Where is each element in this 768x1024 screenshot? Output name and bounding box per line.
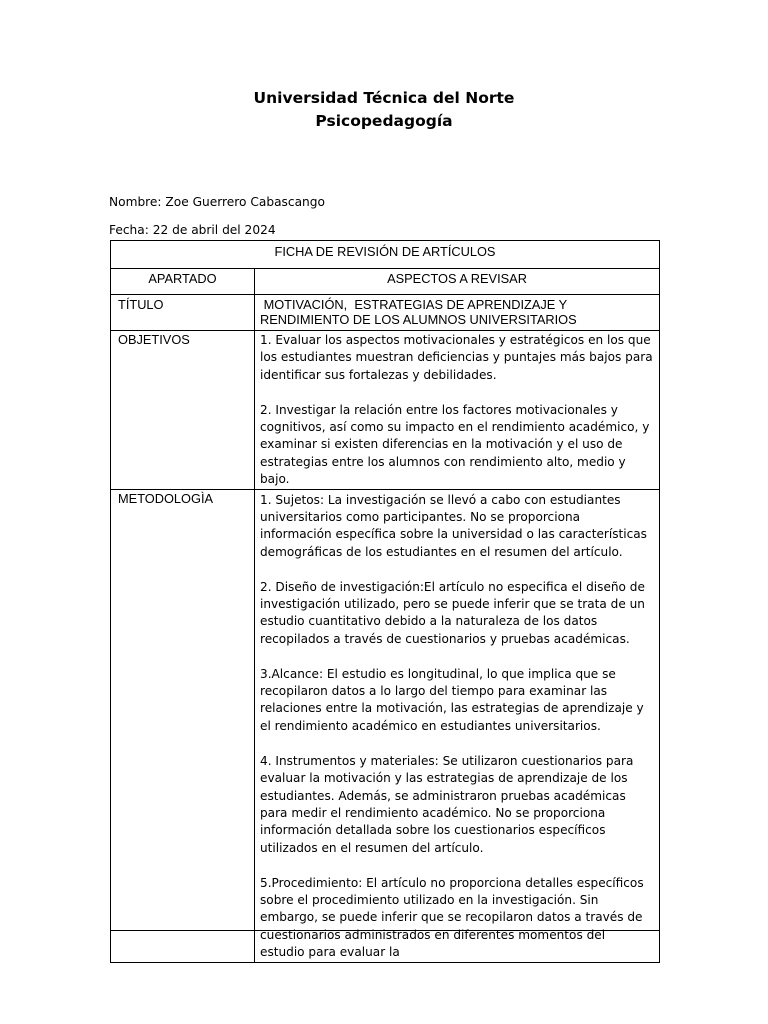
method-diseno: 2. Diseño de investigación:El artículo no especifica el diseño de investigación utilizado, pero se puede inferir que se trata de un estudio cuantitativo debido a la naturaleza de los datos recopilados a través de cuestionarios y pruebas académicas.	[260, 579, 645, 646]
method-procedimiento: 5.Procedimiento: El artículo no proporciona detalles específicos sobre el procedimiento utilizado en la investigación. Sin embargo, se puede inferir que se recopilaron datos a través de cuestionarios administrados en diferentes momentos del estudio para evaluar la	[260, 875, 644, 960]
article-title: MOTIVACIÓN, ESTRATEGIAS DE APRENDIZAJE Y RENDIMIENTO DE LOS ALUMNOS UNIVERSITARIOS	[255, 295, 660, 331]
method-sujetos: 1. Sujetos: La investigación se llevó a cabo con estudiantes universitarios como participantes. No se proporciona información específica sobre la universidad o las características demográficas de los estudiantes en el resumen del artículo.	[260, 492, 647, 559]
review-table	[110, 240, 660, 963]
table-row	[111, 331, 660, 490]
objective-2: 2. Investigar la relación entre los factores motivacionales y cognitivos, así como su impacto en el rendimiento académico, y examinar si existen diferencias en la motivación y el uso de estrategias entre los alumnos con rendimiento alto, medio y bajo.	[260, 402, 650, 487]
col-header-apartado: APARTADO	[111, 269, 255, 295]
method-instrumentos: 4. Instrumentos y materiales: Se utilizaron cuestionarios para evaluar la motivación y las estrategias de aprendizaje de los estudiantes. Además, se administraron pruebas académicas para medir el rendimiento académico. No se proporciona información detallada sobre los cuestionarios específicos utilizados en el resumen del artículo.	[260, 753, 634, 855]
row-label-titulo: TÍTULO	[111, 295, 255, 331]
objetivos-cell	[255, 331, 660, 490]
university-title: Universidad Técnica del Norte	[253, 89, 515, 107]
review-table-frame	[110, 240, 659, 960]
date-line: Fecha: 22 de abril del 2024	[109, 223, 276, 237]
objective-1: 1. Evaluar los aspectos motivacionales y estratégicos en los que los estudiantes muestran deficiencias y puntajes más bajos para identificar sus fortalezas y debilidades.	[260, 333, 653, 382]
row-label-metodologia: METODOLOGÌA	[111, 489, 255, 962]
department-title: Psicopedagogía	[315, 112, 453, 130]
method-alcance: 3.Alcance: El estudio es longitudinal, lo que implica que se recopilaron datos a lo largo del tiempo para examinar las relaciones entre la motivación, las estrategias de aprendizaje y el rendimiento académico en estudiantes universitarios.	[260, 666, 644, 733]
table-row	[111, 489, 660, 962]
table-row	[111, 295, 660, 331]
student-name: Nombre: Zoe Guerrero Cabascango	[109, 195, 325, 209]
row-label-objetivos: OBJETIVOS	[111, 331, 255, 490]
metodologia-cell	[255, 489, 660, 962]
col-header-aspectos: ASPECTOS A REVISAR	[255, 269, 660, 295]
table-title: FICHA DE REVISIÓN DE ARTÍCULOS	[111, 241, 660, 269]
